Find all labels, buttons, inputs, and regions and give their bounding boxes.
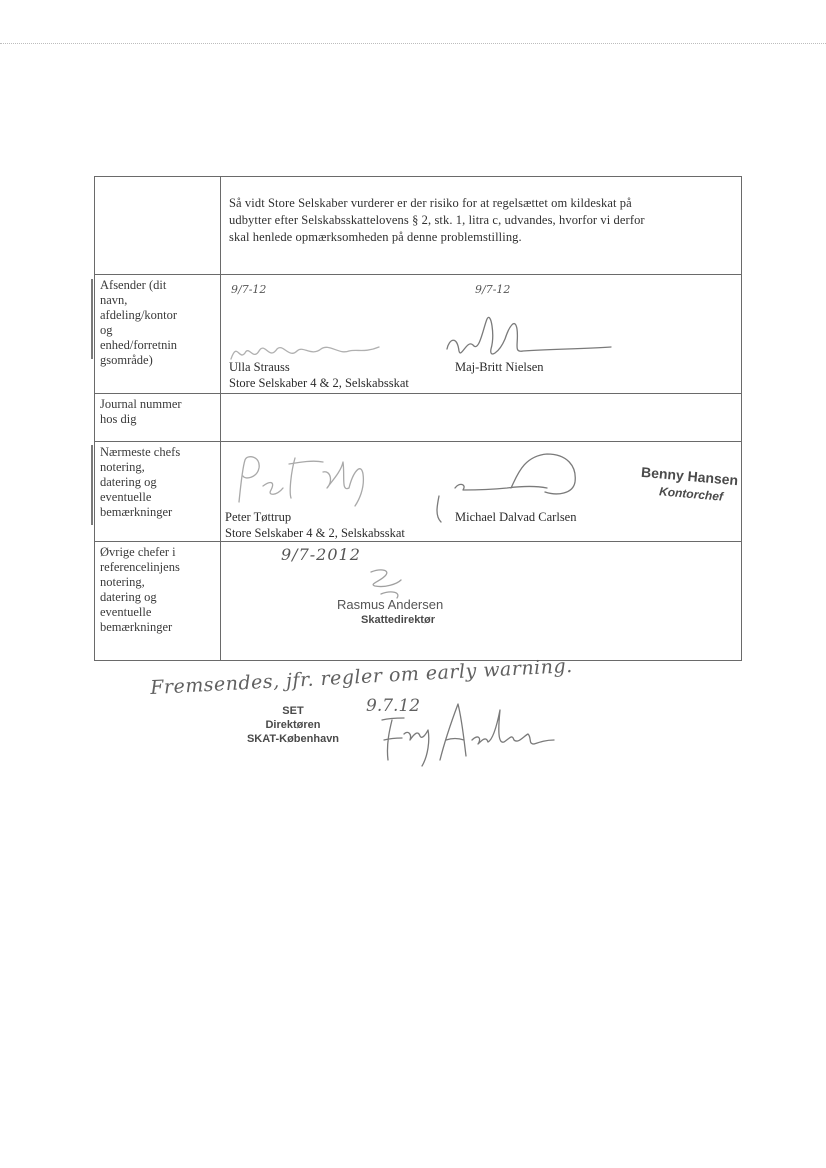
intro-line: Så vidt Store Selskaber vurderer er der risiko for at regelsættet om kildeskat på bbox=[229, 196, 632, 210]
label-line: enhed/forretnin bbox=[100, 338, 178, 352]
kontorchef-stamp: Kontorchef bbox=[658, 484, 724, 504]
sender-department: Store Selskaber 4 & 2, Selskabsskat bbox=[229, 376, 409, 390]
nearest-boss-label bbox=[95, 442, 221, 542]
label-line: Nærmeste chefs bbox=[100, 445, 181, 459]
label-line: notering, bbox=[100, 460, 145, 474]
handwritten-note: Fremsendes, jfr. regler om early warning. bbox=[149, 654, 574, 700]
intro-paragraph bbox=[221, 177, 741, 246]
label-line: eventuelle bbox=[100, 490, 152, 504]
label-line: Afsender (dit bbox=[100, 278, 167, 292]
other-bosses-label bbox=[95, 542, 221, 661]
sender-name-1: Ulla Strauss bbox=[229, 360, 290, 374]
other-bosses-date: 9/7-2012 bbox=[281, 545, 361, 564]
label-line: navn, bbox=[100, 293, 128, 307]
label-line: hos dig bbox=[100, 412, 137, 426]
scan-edge-line bbox=[0, 43, 826, 44]
intro-row bbox=[95, 177, 742, 275]
sender-date-2: 9/7-12 bbox=[475, 283, 511, 296]
intro-text-cell bbox=[221, 177, 742, 275]
stamp-line: Direktøren bbox=[265, 719, 321, 731]
other-bosses-value-cell bbox=[221, 542, 742, 661]
label-line: og bbox=[100, 323, 113, 337]
boss-name-1: Peter Tøttrup bbox=[225, 510, 292, 524]
peter-tottrup-signature bbox=[231, 452, 401, 512]
journal-row bbox=[95, 394, 742, 442]
sender-label bbox=[95, 275, 221, 394]
intro-label-cell bbox=[95, 177, 221, 275]
erling-andersen-signature bbox=[378, 700, 568, 770]
label-line: referencelinjens bbox=[100, 560, 180, 574]
sender-value-cell bbox=[221, 275, 742, 394]
label-line: eventuelle bbox=[100, 605, 152, 619]
intro-line: udbytter efter Selskabsskattelovens § 2, stk. 1, litra c, udvandes, hvorfor vi derfor bbox=[229, 213, 645, 227]
margin-mark bbox=[91, 445, 93, 525]
set-director-stamp bbox=[228, 704, 358, 746]
stamp-line: SKAT-København bbox=[246, 733, 340, 745]
label-line: datering og bbox=[100, 590, 157, 604]
label-line: datering og bbox=[100, 475, 157, 489]
label-line: notering, bbox=[100, 575, 145, 589]
handwritten-date: 9.7.12 bbox=[366, 696, 421, 716]
label-line: Øvrige chefer i bbox=[100, 545, 176, 559]
label-line: gsområde) bbox=[100, 353, 153, 367]
stamp-line: SET bbox=[282, 705, 304, 717]
nearest-boss-row bbox=[95, 442, 742, 542]
sender-date-1: 9/7-12 bbox=[231, 283, 267, 296]
label-line: afdeling/kontor bbox=[100, 308, 178, 322]
journal-label bbox=[95, 394, 221, 442]
margin-mark bbox=[91, 279, 93, 359]
label-line: Journal nummer bbox=[100, 397, 182, 411]
sender-row bbox=[95, 275, 742, 394]
label-line: bemærkninger bbox=[100, 620, 173, 634]
boss-name-2: Michael Dalvad Carlsen bbox=[455, 510, 577, 524]
skattedirektor-stamp: Skattedirektør bbox=[361, 614, 435, 626]
nearest-boss-value-cell bbox=[221, 442, 742, 542]
early-warning-form bbox=[94, 176, 742, 661]
rasmus-andersen-stamp: Rasmus Andersen bbox=[337, 597, 444, 612]
journal-value-cell bbox=[221, 394, 742, 442]
boss-department: Store Selskaber 4 & 2, Selskabsskat bbox=[225, 526, 405, 540]
other-bosses-row bbox=[95, 542, 742, 661]
intro-line: skal henlede opmærksomheden på denne problemstilling. bbox=[229, 230, 522, 244]
benny-hansen-stamp: Benny Hansen bbox=[640, 463, 739, 489]
label-line: bemærkninger bbox=[100, 505, 173, 519]
sender-name-2: Maj-Britt Nielsen bbox=[455, 360, 544, 374]
